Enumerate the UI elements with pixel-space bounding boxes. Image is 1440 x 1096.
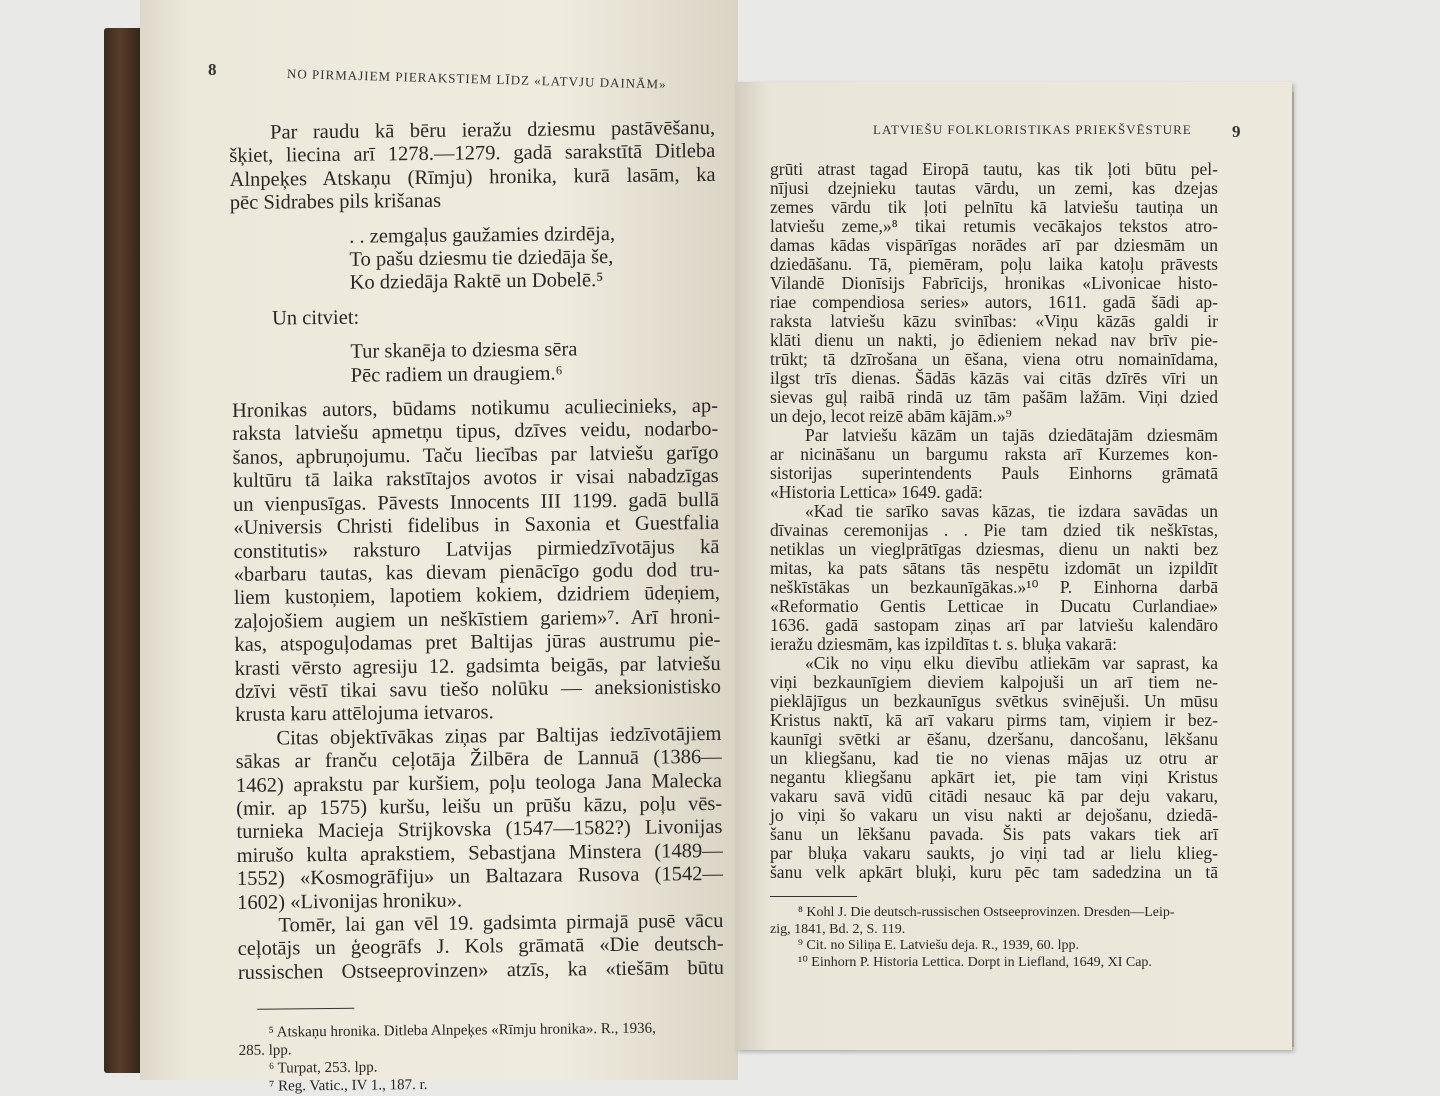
paragraph — [237, 910, 724, 985]
text-line: «Universis Christi fidelibus in Saxonia et Guestfalia — [233, 511, 720, 540]
text-line: dīvainas ceremonijas . . Pie tam dzied tik neškīstas, — [770, 520, 1218, 540]
text-line: un vienpusīgas. Pāvests Innocents III 1199. gadā bullā — [232, 488, 720, 516]
page-number: 9 — [1232, 122, 1241, 141]
text-line: Alnpeķes Atskaņu (Rīmju) hronika, kurā lasām, ka — [229, 163, 716, 191]
text-line: šanu un lēkšanu pavada. Šis pats vakars tiek arī — [770, 824, 1218, 844]
footnote: zig, 1841, Bd. 2, S. 119. — [770, 921, 906, 937]
verse-block — [230, 222, 717, 297]
text-line: «Cik no viņu elku dievību atliekām var saprast, ka — [805, 653, 1218, 673]
text-line: negantu kliegšanu apkārt iet, pie tam viņi Kristus — [770, 767, 1218, 787]
text-line: 1636. gadā sastopam ziņas arī par latviešu kalendāro — [770, 615, 1218, 635]
text-line: šanos, apbruņojumu. Taču liecības par latviešu garīgo — [232, 441, 719, 469]
text-line: 1552) «Kosmogrāfiju» un Baltazara Rusova (1542— — [236, 863, 724, 891]
text-line: zaļojošiem augiem un neškīstiem gariem»⁷. Arī hroni- — [234, 605, 721, 633]
text-line: «Kad tie sarīko savas kāzas, tie izdara savādas un — [805, 501, 1218, 521]
text-line: grūti atrast tagad Eiropā tautu, kas tik ļoti būtu pel- — [770, 159, 1218, 179]
footnote: ⁸ Kohl J. Die deutsch-russischen Ostseeprovinzen. Dresden—Leip- — [798, 905, 1175, 920]
text-line: Kristus naktī, kā arī vakaru pirms tam, viņiem ir bez- — [770, 710, 1218, 730]
text-line: un dejo, lecot reizē abām kājām.»⁹ — [770, 406, 1012, 426]
footnote: ⁶ Turpat, 253. lpp. — [268, 1059, 378, 1077]
text-line: «barbaru tautas, kas dievam pienācīgo godu dod tru- — [233, 558, 720, 586]
text-line: trūkt; tā dzīrošana un ēšana, viena otru nomainīdama, — [770, 349, 1218, 369]
text-line: ilgst trīs dienas. Šādās kāzās vai citās dzīrēs vīri un — [770, 368, 1218, 388]
footnote: ⁷ Reg. Vatic., IV 1., 187. r. — [269, 1077, 428, 1095]
text-line: viņi bezkaunīgiem dieviem kalpojuši un arī tiem ne- — [770, 672, 1218, 692]
text-line: Hronikas autors, būdams notikumu aculiecinieks, ap- — [231, 394, 719, 423]
footnote: ¹⁰ Einhorn P. Historia Lettica. Dorpt in Liefland, 1649, XI Cap. — [798, 954, 1152, 970]
running-head: NO PIRMAJIEM PIERAKSTIEM LĪDZ «LATVJU DAINĀM» — [286, 66, 667, 92]
running-head: LATVIEŠU FOLKLORISTIKAS PRIEKŠVĒSTURE — [873, 122, 1192, 137]
text-line: kas, atspoguļodamas pret Baltijas jūras austrumu pie- — [234, 629, 721, 657]
text-line: Par raudu kā bēru ieražu dziesmu pastāvēšanu, — [269, 116, 716, 144]
paragraph — [770, 654, 1218, 882]
paragraph — [235, 723, 723, 915]
text-line: sievas guļ raibā rindā uz tām pašām lažām. Viņi dzied — [770, 387, 1218, 407]
text-line: sistorijas superintendents Pauls Einhorns grāmatā — [770, 463, 1218, 483]
text-line: To pašu dziesmu tie dziedāja še, — [349, 246, 614, 271]
paragraph — [232, 395, 721, 728]
text-line: Un citviet: — [271, 306, 360, 330]
paragraph — [770, 160, 1218, 426]
text-line: dzīvi vēstī tikai savu tiešo nolūku — aneksionistisko — [234, 675, 722, 703]
text-line: mitas, ka pats sātans tās nespētu izdomāt un izpildīt — [770, 558, 1218, 578]
text-line: ieražu dziesmām, kas izpildītas t. s. bluķa vakarā: — [770, 634, 1117, 654]
text-line: kaunīgi svētki ar ēšanu, dzeršanu, dancošanu, lēkšanu — [770, 729, 1218, 749]
text-line: Citas objektīvākas ziņas par Baltijas iedzīvotājiem — [276, 722, 722, 750]
text-line: klāti dienu un nakti, jo ēdieniem nekad nav brīv pie- — [770, 330, 1218, 350]
text-line: un kliegšanu, kad tie no vienas mājas uz otru ar — [770, 748, 1218, 768]
text-line: netiklas un vieglprātīgas dziesmas, dienu un nakti bez — [770, 539, 1218, 559]
text-line: pieklājīgus un bezkaunīgus svētkus svinējuši. Un mūsu — [770, 691, 1218, 711]
text-line: 1602) «Livonijas hroniku». — [237, 889, 463, 914]
text-line: Ko dziedāja Raktē un Dobelē.⁵ — [349, 269, 604, 295]
left-page — [140, 0, 738, 1095]
text-line: šanu velk apkārt bluķi, kuru pēc tam sadedzina un tā — [770, 862, 1218, 882]
text-line: damas kādas vispārīgas norādes arī par dziesmām un — [770, 235, 1218, 255]
text-line: šķiet, liecina arī 1278.—1279. gadā sarakstītā Ditleba — [229, 140, 716, 168]
text-line: constitutis» raksturo Latvijas pirmiedzīvotājus kā — [233, 535, 720, 563]
text-line: nījusi dzejnieku tautas vārdu, un zemi, kas dzejas — [770, 178, 1218, 198]
text-line: . . zemgaļus gaužamies dzirdēja, — [349, 222, 616, 248]
right-page — [736, 82, 1292, 1050]
text-line: Tomēr, lai gan vēl 19. gadsimta pirmajā pusē vācu — [278, 909, 724, 937]
text-line: turnieka Macieja Strijkovska (1547—1582?) Livonijas — [236, 816, 723, 844]
text-line: dziedāšanu. Tā, piemēram, poļu laika katoļu prāvests — [770, 254, 1218, 274]
text-line: Vilandē Dionīsijs Fabrīcijs, hronikas «Livonicae histo- — [770, 273, 1218, 293]
page-number: 8 — [208, 60, 217, 79]
text-line: liem kustoņiem, lapotiem kokiem, dzidriem ūdeņiem, — [233, 582, 721, 610]
text-line: jo viņi šo vakaru un visu nakti ar dejošanu, dziedā- — [770, 805, 1218, 825]
book-cover-edge — [104, 28, 144, 1073]
text-line: (mir. ap 1575) kuršu, leišu un prūšu kāzu, poļu vēs- — [236, 792, 723, 820]
text-line: ceļotājs un ģeogrāfs J. Kols grāmatā «Die deutsch- — [237, 933, 724, 961]
text-line: raksta latviešu kāzu svinības: «Viņu kāzās galdi ir — [770, 311, 1218, 331]
footnote: ⁵ Atskaņu hronika. Ditleba Alnpeķes «Rīmju hronika». R., 1936, — [268, 1020, 656, 1041]
text-line: mirušo kulta aprakstiem, Sebastjana Minstera (1489— — [236, 839, 723, 867]
footnote-rule — [770, 896, 857, 897]
text-line: vakaru savā vidū citādi nesauc kā par deju vakaru, — [770, 786, 1218, 806]
text-line: zemes vārdu tik ļoti pelnītu kā latviešu tautiņa un — [770, 197, 1218, 217]
text-line: Par latviešu kāzām un tajās dziedātajām dziesmām — [805, 425, 1218, 445]
text-line: ar nicināšanu un bargumu raksta arī Kurzemes kon- — [770, 444, 1218, 464]
text-line: russischen Ostseeprovinzen» atzīs, ka «tiešām būtu — [237, 956, 724, 984]
text-line: «Reformatio Gentis Letticae in Ducatu Curlandiae» — [770, 596, 1218, 616]
text-line: krasti vērsto agresiju 12. gadsimta beigās, par latviešu — [234, 652, 721, 680]
text-line: Tur skanēja to dziesma sēra — [350, 338, 578, 363]
text-line: 1462) aprakstu par kuršiem, poļu teologa Jana Malecka — [235, 769, 723, 797]
paragraph — [770, 426, 1218, 502]
text-line: neškīstākas un bezkaunīgākas.»¹⁰ P. Einhorna darbā — [770, 577, 1218, 597]
text-line: «Historia Lettica» 1649. gadā: — [770, 482, 983, 502]
text-line: krusta karu attēlojuma ietvaros. — [235, 701, 494, 727]
paragraph — [770, 502, 1218, 654]
text-line: sākas ar franču ceļotāja Žilbēra de Lannuā (1386— — [235, 746, 722, 774]
text-line: kultūru tā laika rakstītajos avotos ir visai nabadzīgas — [232, 465, 719, 493]
text-line: Pēc radiem un draugiem.⁶ — [350, 362, 563, 387]
text-line: par bluķa vakaru saukts, jo viņi tad ar lielu klieg- — [770, 843, 1218, 863]
footnote-rule — [257, 1008, 354, 1010]
left-page-text — [229, 117, 725, 1096]
text-line: pēc Sidrabes pils krišanas — [229, 190, 442, 215]
paragraph — [229, 117, 716, 216]
footnote: 285. lpp. — [238, 1042, 292, 1060]
footnote: ⁹ Cit. no Siliņa E. Latviešu deja. R., 1939, 60. lpp. — [798, 938, 1079, 953]
text-line: raksta latviešu apmetņu tipus, dzīves veidu, nodarbo- — [232, 418, 719, 446]
verse-block — [231, 337, 717, 389]
text-line: latviešu zeme,»⁸ tikai retumis vecākajos tekstos atro- — [770, 216, 1218, 236]
right-page-text — [770, 160, 1218, 971]
text-line: riae compendiosa series» autors, 1611. gadā šādi ap- — [770, 292, 1218, 312]
